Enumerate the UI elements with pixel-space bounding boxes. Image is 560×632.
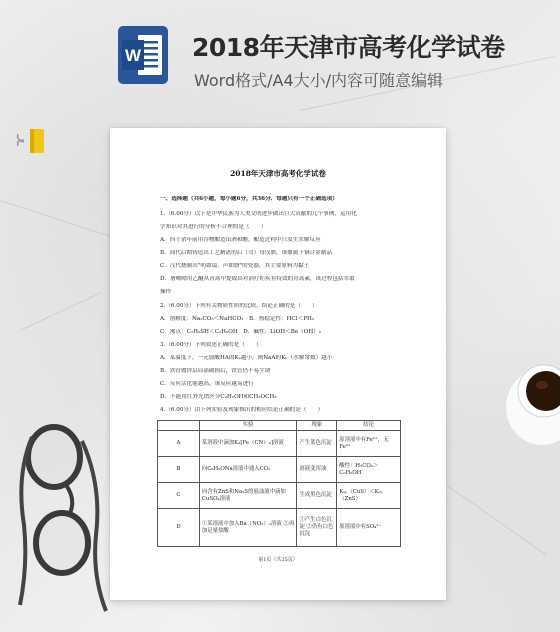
cell-experiment: 某溶液中滴加K₃[Fe（CN）₆]溶液 bbox=[199, 431, 297, 457]
section-heading: 一、选择题（共6小题，每小题6分，共36分．每题只有一个正确选项） bbox=[160, 196, 338, 202]
table-row bbox=[158, 431, 401, 457]
binder-clip-icon bbox=[14, 126, 50, 156]
option-1d: D．屠呦呦用乙醚从青蒿中提取出对治疗疟疾有特效的青蒿素，该过程包括萃取 bbox=[160, 276, 355, 282]
row-label: D bbox=[158, 509, 200, 547]
option-3b: B．铁管镀锌层局部破损后，铁管仍不易生锈 bbox=[160, 368, 271, 374]
option-1b: B．商代后期铸造出工艺精湛的后（司）母戊鼎，该鼎属于铜合金制品 bbox=[160, 250, 332, 256]
table-header: 实验 bbox=[199, 421, 297, 431]
cell-conclusion: 酸性：H₂CO₃＞C₆H₅OH bbox=[337, 457, 401, 483]
page-footer: 第1页（共25页） bbox=[258, 557, 298, 563]
table-header bbox=[158, 421, 200, 431]
cell-observation: 溶液变浑浊 bbox=[297, 457, 337, 483]
cell-conclusion: Kₛₚ（CuS）＜Kₛₚ（ZnS） bbox=[337, 483, 401, 509]
row-label: B bbox=[158, 457, 200, 483]
option-1d-cont: 操作 bbox=[160, 289, 172, 295]
table-row bbox=[158, 457, 401, 483]
cell-experiment: 向含有ZnS和Na₂S的悬浊液中滴加CuSO₄溶液 bbox=[199, 483, 297, 509]
cell-conclusion: 原溶液中有SO₄²⁻ bbox=[337, 509, 401, 547]
option-2cd: C．沸点：C₂H₅SH＜C₂H₅OH D．碱性：LiOH＜Be（OH）₂ bbox=[160, 329, 322, 335]
table-header-row bbox=[158, 421, 401, 431]
marble-vein bbox=[440, 480, 547, 555]
question-1: 1.（6.00分）以下是中华民族为人类文明进步做出巨大贡献的几个事例，运用化 bbox=[160, 211, 357, 217]
cell-observation: 产生蓝色沉淀 bbox=[297, 431, 337, 457]
document-title: 2018年天津市高考化学试卷 bbox=[230, 169, 326, 178]
page-title: 2018年天津市高考化学试卷 bbox=[192, 33, 505, 62]
question-1-cont: 学知识对其进行的分析不合理的是（ ） bbox=[160, 224, 267, 230]
option-1c: C．汉代烧制出"明如镜、声如磬"的瓷器，其主要原料为黏土 bbox=[160, 263, 310, 269]
eyeglasses-icon bbox=[6, 415, 116, 615]
marble-vein bbox=[20, 292, 102, 331]
table-header: 结论 bbox=[337, 421, 401, 431]
question-3: 3.（6.00分）下列叙述正确的是（ ） bbox=[160, 342, 262, 348]
table-row bbox=[158, 509, 401, 547]
page-subtitle: Word格式/A4大小/内容可随意编辑 bbox=[194, 71, 444, 90]
row-label: A bbox=[158, 431, 200, 457]
option-3d: D．不能用红外光谱区分C₂H₅OH和CH₃OCH₃ bbox=[160, 394, 277, 400]
option-3c: C．反应活化能越高，该反应越易进行 bbox=[160, 381, 254, 387]
cell-experiment: ①某溶液中加入Ba（NO₃）₂溶液 ②再加足量盐酸 bbox=[199, 509, 297, 547]
question-2: 2.（6.00分）下列有关物质性质的比较，结论正确的是（ ） bbox=[160, 303, 318, 309]
cell-experiment: 向C₆H₅ONa溶液中通入CO₂ bbox=[199, 457, 297, 483]
cell-observation: ①产生白色沉淀 ②仍有白色沉淀 bbox=[297, 509, 337, 547]
cell-conclusion: 原溶液中有Fe²⁺，无Fe³⁺ bbox=[337, 431, 401, 457]
cell-observation: 生成黑色沉淀 bbox=[297, 483, 337, 509]
coffee-cup-icon bbox=[490, 345, 560, 455]
word-document-icon bbox=[116, 25, 170, 85]
question-4: 4.（6.00分）由下列实验及现象推出的相应结论正确的是（ ） bbox=[160, 407, 324, 413]
row-label: C bbox=[158, 483, 200, 509]
table-header: 现象 bbox=[297, 421, 337, 431]
document-page bbox=[110, 128, 446, 600]
word-icon-letter: W bbox=[124, 46, 142, 65]
option-3a: A．某温度下，一元弱酸HA的Kₐ越小，则NaA的Kₕ（水解常数）越小 bbox=[160, 355, 333, 361]
option-2ab: A．溶解度：Na₂CO₃＜NaHCO₃ B．热稳定性：HCl＜PH₃ bbox=[160, 316, 315, 322]
experiment-table bbox=[157, 420, 401, 547]
table-row bbox=[158, 483, 401, 509]
option-1a: A．四千余年前用谷物酿造出酒和醋，酿造过程中只发生水解反应 bbox=[160, 237, 321, 243]
